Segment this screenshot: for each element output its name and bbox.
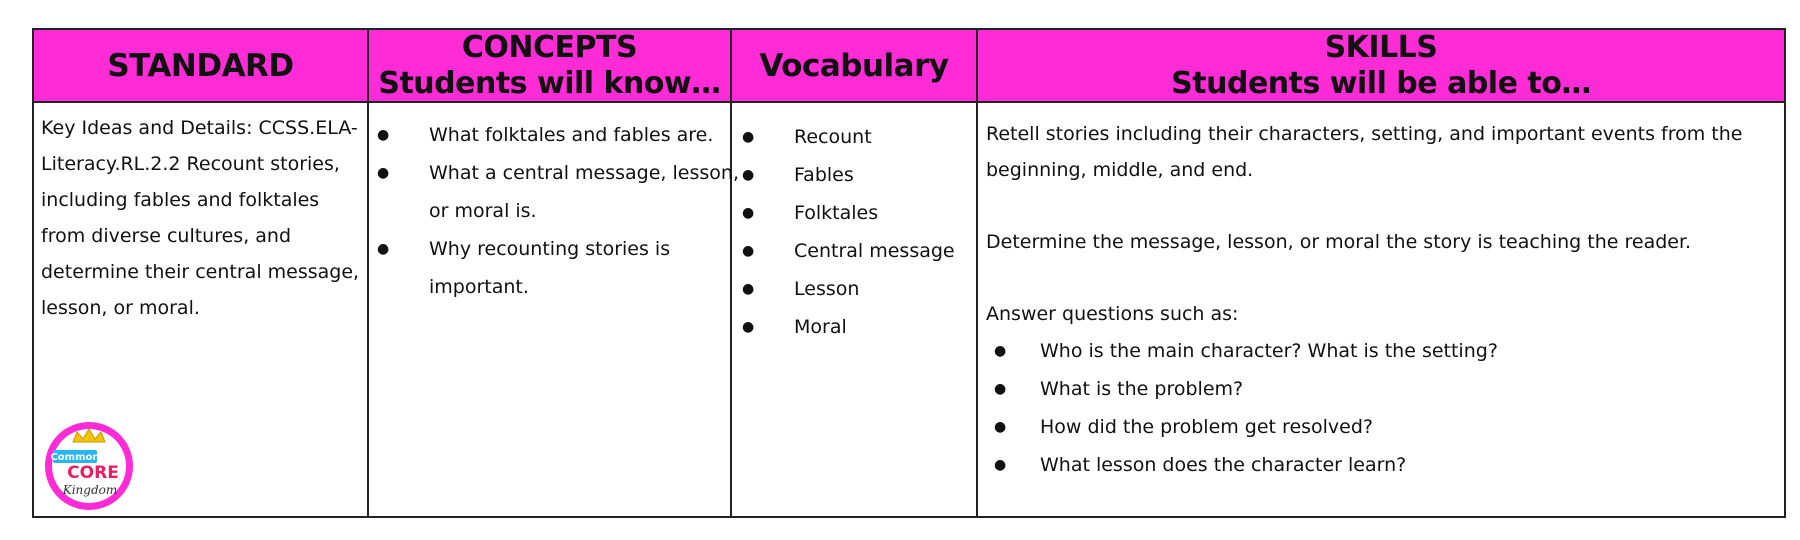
skills-paragraph: Answer questions such as: bbox=[986, 303, 1239, 325]
list-item: ● How did the problem get resolved? bbox=[986, 408, 1776, 446]
skills-question-list bbox=[986, 332, 1776, 484]
list-item: ● Central message bbox=[734, 232, 974, 270]
list-item: ● Recount bbox=[734, 118, 974, 156]
header-concepts bbox=[369, 30, 730, 101]
header-concepts-subtitle: Students will know… bbox=[378, 65, 721, 101]
column-divider bbox=[976, 30, 978, 516]
logo-word-core: CORE bbox=[67, 463, 119, 483]
header-vocabulary bbox=[732, 30, 976, 101]
standards-table bbox=[32, 28, 1786, 518]
standard-text: Key Ideas and Details: CCSS.ELA-Literacy.RL.2.2 Recount stories, including fables and folktales from diverse cultures, and determine their central message, lesson, or moral. bbox=[41, 117, 360, 319]
header-standard bbox=[34, 30, 367, 101]
list-item: ● Folktales bbox=[734, 194, 974, 232]
list-item: ● Fables bbox=[734, 156, 974, 194]
vocabulary-list bbox=[734, 118, 974, 346]
header-concepts-title: CONCEPTS bbox=[461, 29, 638, 65]
list-item: ● Lesson bbox=[734, 270, 974, 308]
logo-word-kingdom: Kingdom bbox=[62, 483, 118, 497]
concepts-list bbox=[369, 116, 744, 306]
list-item: ● Why recounting stories is important. bbox=[369, 230, 744, 306]
logo-word-common: Common bbox=[50, 452, 100, 463]
list-item: ● Who is the main character? What is the setting? bbox=[986, 332, 1776, 370]
list-item: ● What a central message, lesson, or moral is. bbox=[369, 154, 744, 230]
list-item: ● What is the problem? bbox=[986, 370, 1776, 408]
skills-paragraph: Retell stories including their characters, setting, and important events from the beginning, middle, and end. bbox=[986, 123, 1743, 181]
header-skills-title: SKILLS bbox=[1324, 29, 1438, 65]
skills-cell bbox=[986, 116, 1776, 484]
header-skills-subtitle: Students will be able to… bbox=[1171, 65, 1591, 101]
concepts-cell bbox=[369, 116, 744, 306]
header-standard-label: STANDARD bbox=[107, 47, 294, 84]
list-item: ● What lesson does the character learn? bbox=[986, 446, 1776, 484]
common-core-kingdom-logo bbox=[43, 420, 135, 512]
skills-paragraph: Determine the message, lesson, or moral the story is teaching the reader. bbox=[986, 231, 1692, 253]
list-item: ● What folktales and fables are. bbox=[369, 116, 744, 154]
standard-cell bbox=[41, 110, 366, 326]
list-item: ● Moral bbox=[734, 308, 974, 346]
header-skills bbox=[978, 30, 1784, 101]
header-vocabulary-label: Vocabulary bbox=[759, 47, 949, 84]
vocabulary-cell bbox=[734, 118, 974, 346]
